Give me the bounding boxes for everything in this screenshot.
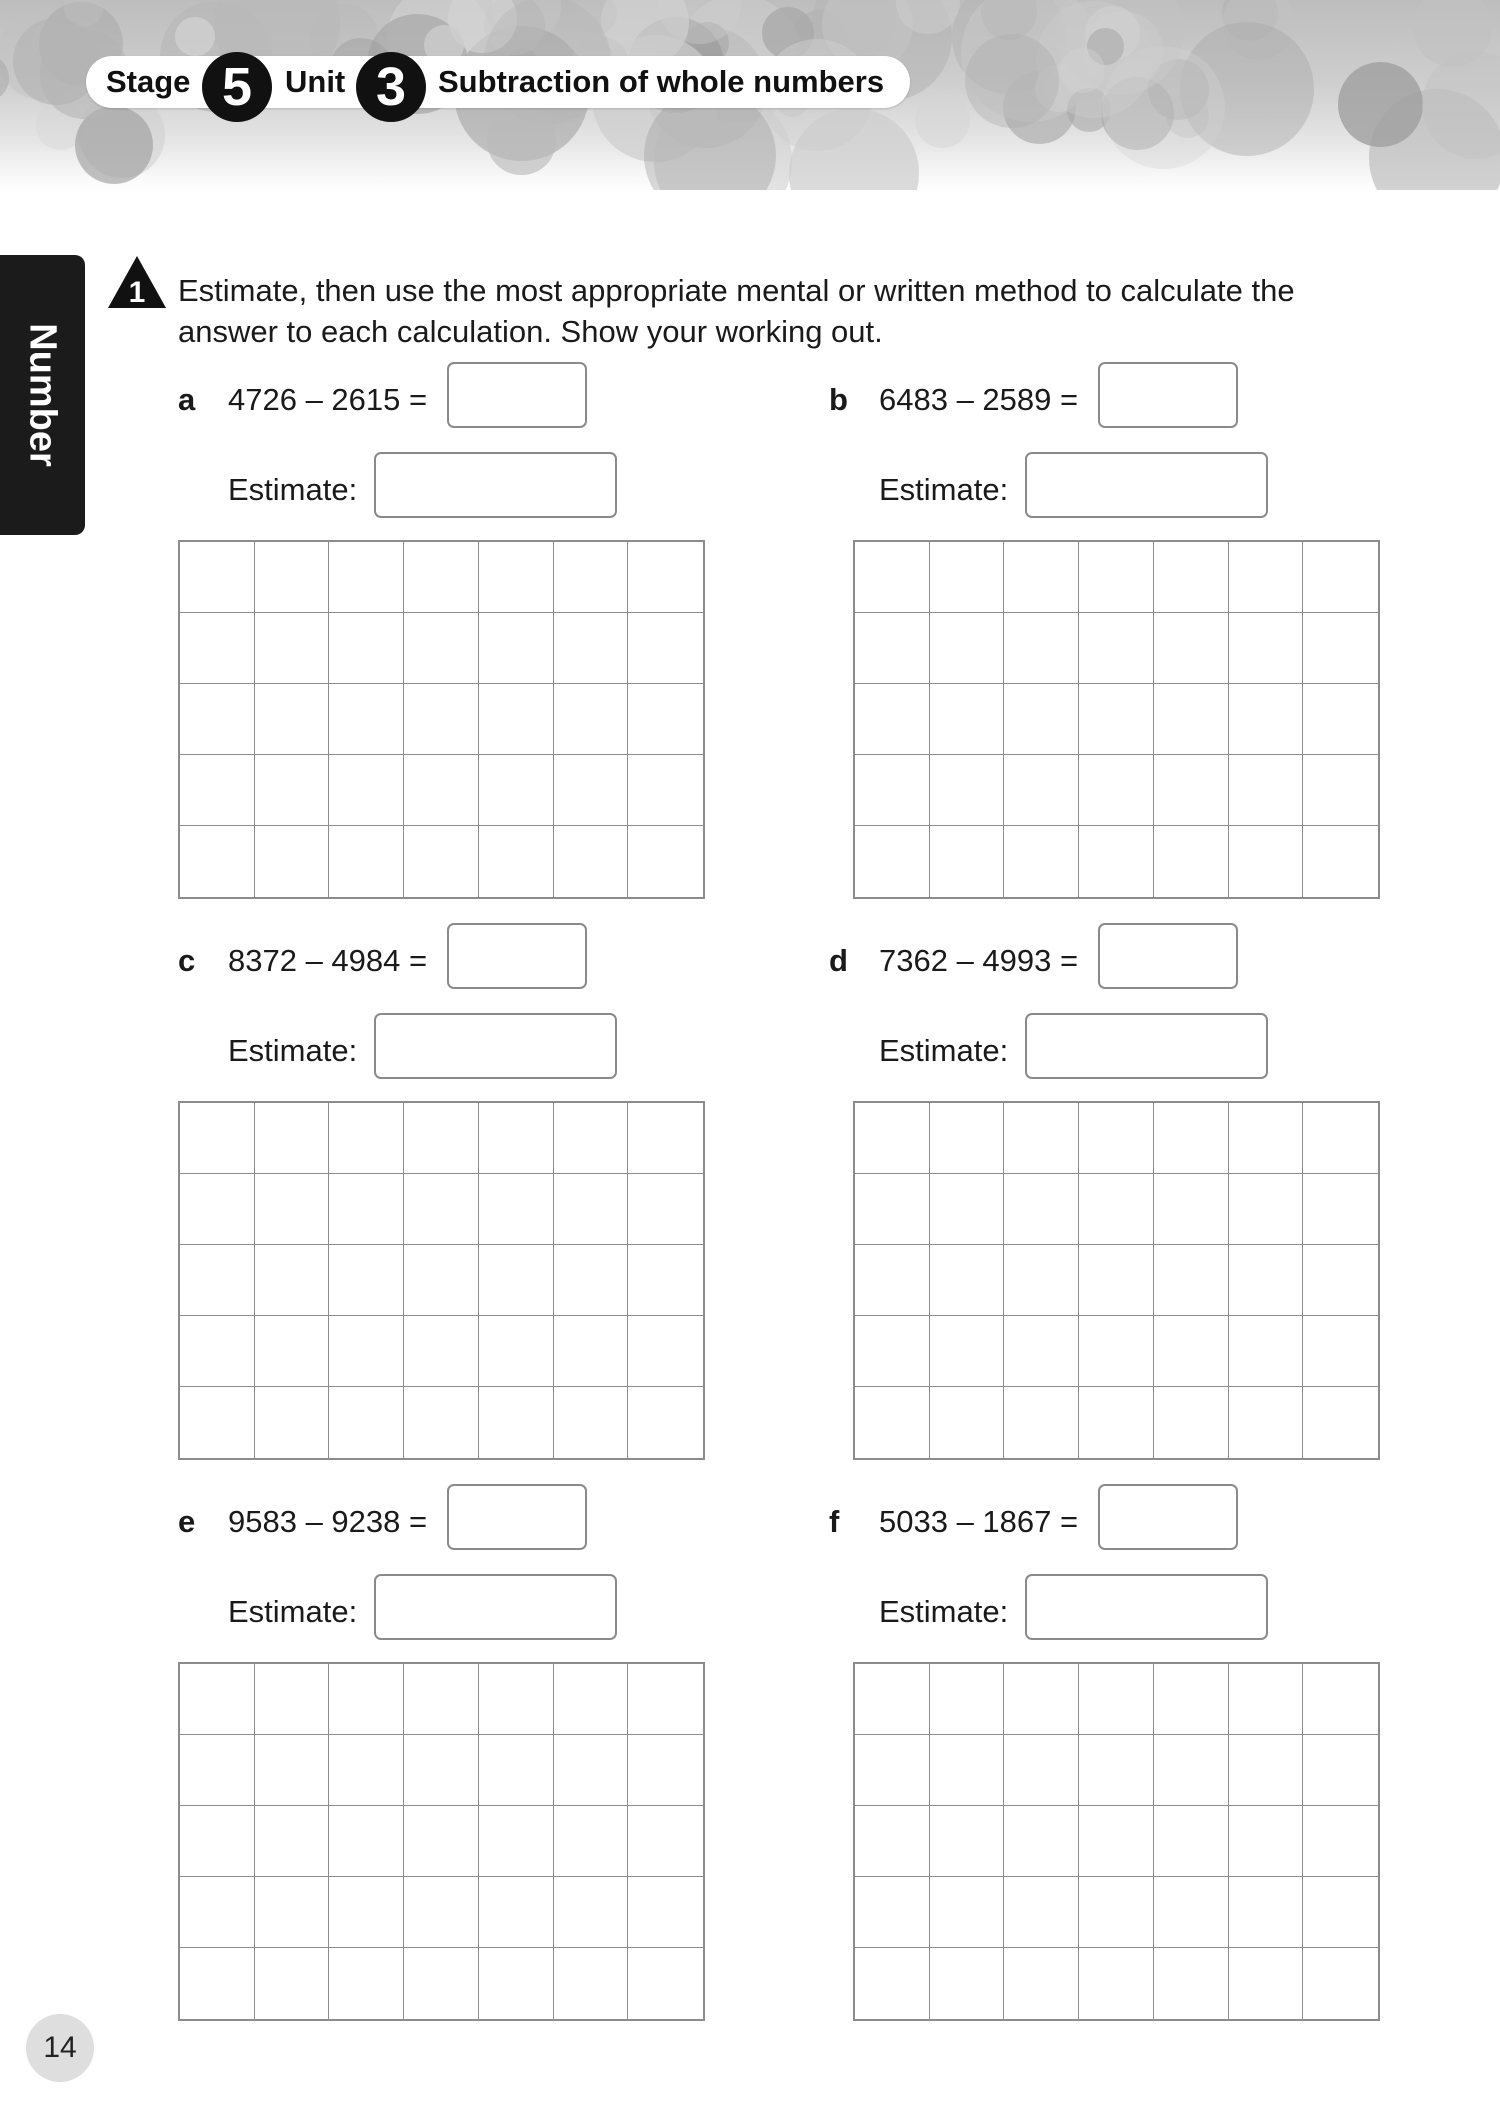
grid-cell: [855, 826, 930, 897]
grid-cell: [1079, 755, 1154, 826]
question-instruction: Estimate, then use the most appropriate mental or written method to calculate the answer to each calculation. Show your working out.: [178, 273, 1295, 349]
grid-cell: [855, 684, 930, 755]
grid-cell: [404, 1103, 479, 1174]
grid-cell: [930, 1877, 1005, 1948]
grid-cell: [930, 1387, 1005, 1458]
grid-cell: [1079, 1245, 1154, 1316]
grid-cell: [329, 1735, 404, 1806]
grid-cell: [404, 1245, 479, 1316]
grid-cell: [554, 542, 629, 613]
grid-cell: [930, 1316, 1005, 1387]
grid-cell: [180, 1174, 255, 1245]
estimate-box[interactable]: [374, 1574, 617, 1640]
stage-number-badge: 5: [202, 52, 272, 122]
grid-cell: [628, 1948, 703, 2019]
grid-cell: [855, 1877, 930, 1948]
grid-cell: [1079, 1174, 1154, 1245]
grid-cell: [329, 1103, 404, 1174]
grid-cell: [855, 1174, 930, 1245]
grid-cell: [1154, 826, 1229, 897]
grid-cell: [479, 542, 554, 613]
grid-cell: [1079, 613, 1154, 684]
grid-cell: [329, 1948, 404, 2019]
grid-cell: [329, 1806, 404, 1877]
part-letter: f: [829, 1504, 840, 1539]
grid-cell: [1079, 1103, 1154, 1174]
grid-cell: [1303, 755, 1378, 826]
grid-cell: [404, 1735, 479, 1806]
grid-cell: [255, 1806, 330, 1877]
grid-cell: [930, 1664, 1005, 1735]
grid-cell: [180, 1877, 255, 1948]
grid-cell: [404, 1387, 479, 1458]
grid-cell: [479, 1103, 554, 1174]
grid-cell: [554, 1664, 629, 1735]
grid-cell: [1079, 1316, 1154, 1387]
grid-cell: [404, 613, 479, 684]
calculation-text: 9583 – 9238 =: [228, 1504, 428, 1539]
grid-cell: [930, 684, 1005, 755]
estimate-label: Estimate:: [879, 1033, 1009, 1068]
grid-cell: [1154, 1735, 1229, 1806]
grid-cell: [628, 1806, 703, 1877]
grid-cell: [628, 1103, 703, 1174]
grid-cell: [404, 755, 479, 826]
grid-cell: [855, 1245, 930, 1316]
grid-cell: [255, 1174, 330, 1245]
decorative-bubble: [965, 34, 1060, 129]
grid-cell: [479, 1174, 554, 1245]
grid-cell: [930, 1174, 1005, 1245]
grid-cell: [554, 1245, 629, 1316]
grid-cell: [1154, 1103, 1229, 1174]
grid-cell: [1229, 826, 1304, 897]
grid-cell: [1229, 1103, 1304, 1174]
grid-cell: [554, 613, 629, 684]
grid-cell: [1229, 1806, 1304, 1877]
grid-cell: [1303, 542, 1378, 613]
grid-cell: [329, 1245, 404, 1316]
grid-cell: [479, 1806, 554, 1877]
grid-cell: [628, 1316, 703, 1387]
grid-cell: [404, 684, 479, 755]
grid-cell: [255, 1877, 330, 1948]
grid-cell: [1303, 1735, 1378, 1806]
grid-cell: [255, 1387, 330, 1458]
grid-cell: [255, 826, 330, 897]
grid-cell: [255, 613, 330, 684]
grid-cell: [255, 1735, 330, 1806]
answer-box[interactable]: [447, 923, 587, 989]
grid-cell: [1154, 1245, 1229, 1316]
side-tab-label: Number: [21, 323, 64, 467]
grid-cell: [1004, 1877, 1079, 1948]
grid-cell: [479, 684, 554, 755]
grid-cell: [1229, 684, 1304, 755]
grid-cell: [329, 1877, 404, 1948]
grid-cell: [479, 1877, 554, 1948]
grid-cell: [855, 1948, 930, 2019]
estimate-box[interactable]: [1025, 1574, 1268, 1640]
grid-cell: [1004, 755, 1079, 826]
estimate-box[interactable]: [374, 452, 617, 518]
grid-cell: [479, 826, 554, 897]
unit-label: Unit: [285, 64, 346, 99]
grid-cell: [628, 542, 703, 613]
grid-cell: [554, 1174, 629, 1245]
stage-label: Stage: [106, 64, 191, 99]
grid-cell: [180, 1387, 255, 1458]
grid-cell: [1004, 1387, 1079, 1458]
grid-cell: [855, 1103, 930, 1174]
grid-cell: [1303, 1174, 1378, 1245]
grid-cell: [180, 1806, 255, 1877]
page-number: 14: [26, 2014, 94, 2082]
grid-cell: [1154, 542, 1229, 613]
grid-cell: [628, 1735, 703, 1806]
decorative-bubble: [487, 107, 556, 176]
grid-cell: [628, 1245, 703, 1316]
grid-cell: [1229, 1948, 1304, 2019]
estimate-label: Estimate:: [879, 1594, 1009, 1629]
grid-cell: [1229, 613, 1304, 684]
grid-cell: [554, 826, 629, 897]
grid-cell: [930, 1948, 1005, 2019]
grid-cell: [855, 1387, 930, 1458]
grid-cell: [479, 613, 554, 684]
calculation-text: 6483 – 2589 =: [879, 382, 1079, 417]
grid-cell: [180, 1664, 255, 1735]
grid-cell: [554, 1877, 629, 1948]
grid-cell: [628, 1174, 703, 1245]
grid-cell: [1229, 1174, 1304, 1245]
grid-cell: [1004, 826, 1079, 897]
grid-cell: [930, 1245, 1005, 1316]
grid-cell: [930, 1103, 1005, 1174]
grid-cell: [180, 755, 255, 826]
grid-cell: [554, 755, 629, 826]
grid-cell: [628, 826, 703, 897]
calculation-text: 5033 – 1867 =: [879, 1504, 1079, 1539]
calculation-text: 4726 – 2615 =: [228, 382, 428, 417]
working-grid[interactable]: [178, 540, 705, 899]
grid-cell: [1303, 684, 1378, 755]
grid-cell: [404, 1806, 479, 1877]
part-letter: e: [178, 1504, 196, 1539]
grid-cell: [628, 755, 703, 826]
grid-cell: [1229, 755, 1304, 826]
grid-cell: [1004, 1316, 1079, 1387]
estimate-label: Estimate:: [228, 1594, 358, 1629]
grid-cell: [1079, 542, 1154, 613]
grid-cell: [1303, 1948, 1378, 2019]
answer-box[interactable]: [1098, 1484, 1238, 1550]
grid-cell: [329, 755, 404, 826]
grid-cell: [479, 1245, 554, 1316]
grid-cell: [329, 684, 404, 755]
grid-cell: [180, 684, 255, 755]
grid-cell: [255, 1103, 330, 1174]
grid-cell: [1303, 1316, 1378, 1387]
decorative-bubble: [915, 93, 970, 148]
grid-cell: [1154, 1387, 1229, 1458]
estimate-label: Estimate:: [879, 472, 1009, 507]
decorative-bubble: [175, 17, 215, 57]
grid-cell: [1303, 613, 1378, 684]
grid-cell: [855, 542, 930, 613]
unit-number-badge: 3: [356, 52, 426, 122]
grid-cell: [930, 542, 1005, 613]
working-grid[interactable]: [178, 1101, 705, 1460]
grid-cell: [329, 1174, 404, 1245]
grid-cell: [1079, 1735, 1154, 1806]
working-grid[interactable]: [853, 540, 1380, 899]
answer-box[interactable]: [447, 362, 587, 428]
grid-cell: [1154, 1806, 1229, 1877]
grid-cell: [1154, 1174, 1229, 1245]
grid-cell: [329, 542, 404, 613]
grid-cell: [930, 826, 1005, 897]
answer-box[interactable]: [1098, 362, 1238, 428]
grid-cell: [1229, 542, 1304, 613]
grid-cell: [180, 613, 255, 684]
grid-cell: [1079, 1387, 1154, 1458]
grid-cell: [479, 755, 554, 826]
grid-cell: [180, 1735, 255, 1806]
grid-cell: [1154, 755, 1229, 826]
grid-cell: [554, 1316, 629, 1387]
grid-cell: [1004, 542, 1079, 613]
grid-cell: [479, 1316, 554, 1387]
grid-cell: [404, 542, 479, 613]
part-letter: c: [178, 943, 196, 978]
grid-cell: [255, 542, 330, 613]
grid-cell: [255, 1316, 330, 1387]
grid-cell: [930, 613, 1005, 684]
part-letter: b: [829, 382, 848, 417]
grid-cell: [930, 1806, 1005, 1877]
grid-cell: [554, 684, 629, 755]
grid-cell: [1154, 684, 1229, 755]
grid-cell: [404, 1877, 479, 1948]
grid-cell: [554, 1948, 629, 2019]
grid-cell: [1079, 1948, 1154, 2019]
grid-cell: [404, 826, 479, 897]
grid-cell: [1079, 1877, 1154, 1948]
grid-cell: [479, 1948, 554, 2019]
grid-cell: [404, 1174, 479, 1245]
grid-cell: [1004, 1103, 1079, 1174]
grid-cell: [1079, 1664, 1154, 1735]
grid-cell: [180, 826, 255, 897]
grid-cell: [255, 1948, 330, 2019]
estimate-label: Estimate:: [228, 472, 358, 507]
grid-cell: [1004, 1245, 1079, 1316]
grid-cell: [855, 1664, 930, 1735]
grid-cell: [180, 1103, 255, 1174]
grid-cell: [855, 1316, 930, 1387]
grid-cell: [329, 1664, 404, 1735]
grid-cell: [255, 1245, 330, 1316]
decorative-bubble: [1102, 46, 1225, 169]
estimate-box[interactable]: [374, 1013, 617, 1079]
grid-cell: [1303, 1806, 1378, 1877]
grid-cell: [855, 1735, 930, 1806]
grid-cell: [1229, 1877, 1304, 1948]
estimate-box[interactable]: [1025, 1013, 1268, 1079]
grid-cell: [479, 1664, 554, 1735]
grid-cell: [1004, 1806, 1079, 1877]
grid-cell: [255, 755, 330, 826]
grid-cell: [255, 684, 330, 755]
warning-triangle-icon: [106, 254, 168, 310]
grid-cell: [404, 1316, 479, 1387]
grid-cell: [329, 1316, 404, 1387]
grid-cell: [404, 1664, 479, 1735]
grid-cell: [1154, 613, 1229, 684]
unit-title: Subtraction of whole numbers: [438, 64, 885, 99]
grid-cell: [1004, 613, 1079, 684]
grid-cell: [329, 613, 404, 684]
grid-cell: [628, 684, 703, 755]
grid-cell: [1229, 1735, 1304, 1806]
grid-cell: [1303, 1877, 1378, 1948]
grid-cell: [628, 1877, 703, 1948]
grid-cell: [404, 1948, 479, 2019]
grid-cell: [930, 755, 1005, 826]
grid-cell: [1004, 684, 1079, 755]
answer-box[interactable]: [1098, 923, 1238, 989]
grid-cell: [628, 1664, 703, 1735]
grid-cell: [329, 1387, 404, 1458]
decorative-bubble: [1338, 62, 1423, 147]
grid-cell: [1229, 1245, 1304, 1316]
answer-box[interactable]: [447, 1484, 587, 1550]
grid-cell: [1154, 1664, 1229, 1735]
estimate-box[interactable]: [1025, 452, 1268, 518]
grid-cell: [628, 1387, 703, 1458]
grid-cell: [855, 1806, 930, 1877]
grid-cell: [1004, 1735, 1079, 1806]
grid-cell: [1154, 1316, 1229, 1387]
grid-cell: [479, 1735, 554, 1806]
grid-cell: [1154, 1877, 1229, 1948]
grid-cell: [1229, 1387, 1304, 1458]
question-number: 1: [128, 276, 146, 309]
grid-cell: [930, 1735, 1005, 1806]
grid-cell: [1229, 1664, 1304, 1735]
grid-cell: [628, 613, 703, 684]
grid-cell: [1303, 1103, 1378, 1174]
calculation-text: 8372 – 4984 =: [228, 943, 428, 978]
grid-cell: [1303, 1664, 1378, 1735]
grid-cell: [1004, 1664, 1079, 1735]
grid-cell: [1079, 1806, 1154, 1877]
grid-cell: [554, 1735, 629, 1806]
grid-cell: [554, 1387, 629, 1458]
working-grid[interactable]: [853, 1662, 1380, 2021]
grid-cell: [855, 613, 930, 684]
grid-cell: [180, 1948, 255, 2019]
grid-cell: [255, 1664, 330, 1735]
grid-cell: [180, 1316, 255, 1387]
grid-cell: [1303, 1245, 1378, 1316]
grid-cell: [180, 542, 255, 613]
working-grid[interactable]: [853, 1101, 1380, 1460]
grid-cell: [1229, 1316, 1304, 1387]
grid-cell: [180, 1245, 255, 1316]
grid-cell: [1154, 1948, 1229, 2019]
grid-cell: [1004, 1948, 1079, 2019]
working-grid[interactable]: [178, 1662, 705, 2021]
grid-cell: [1303, 826, 1378, 897]
part-letter: a: [178, 382, 196, 417]
grid-cell: [855, 755, 930, 826]
grid-cell: [329, 826, 404, 897]
grid-cell: [1004, 1174, 1079, 1245]
grid-cell: [1079, 684, 1154, 755]
grid-cell: [554, 1103, 629, 1174]
grid-cell: [479, 1387, 554, 1458]
estimate-label: Estimate:: [228, 1033, 358, 1068]
grid-cell: [1303, 1387, 1378, 1458]
calculation-text: 7362 – 4993 =: [879, 943, 1079, 978]
grid-cell: [1079, 826, 1154, 897]
grid-cell: [554, 1806, 629, 1877]
part-letter: d: [829, 943, 848, 978]
